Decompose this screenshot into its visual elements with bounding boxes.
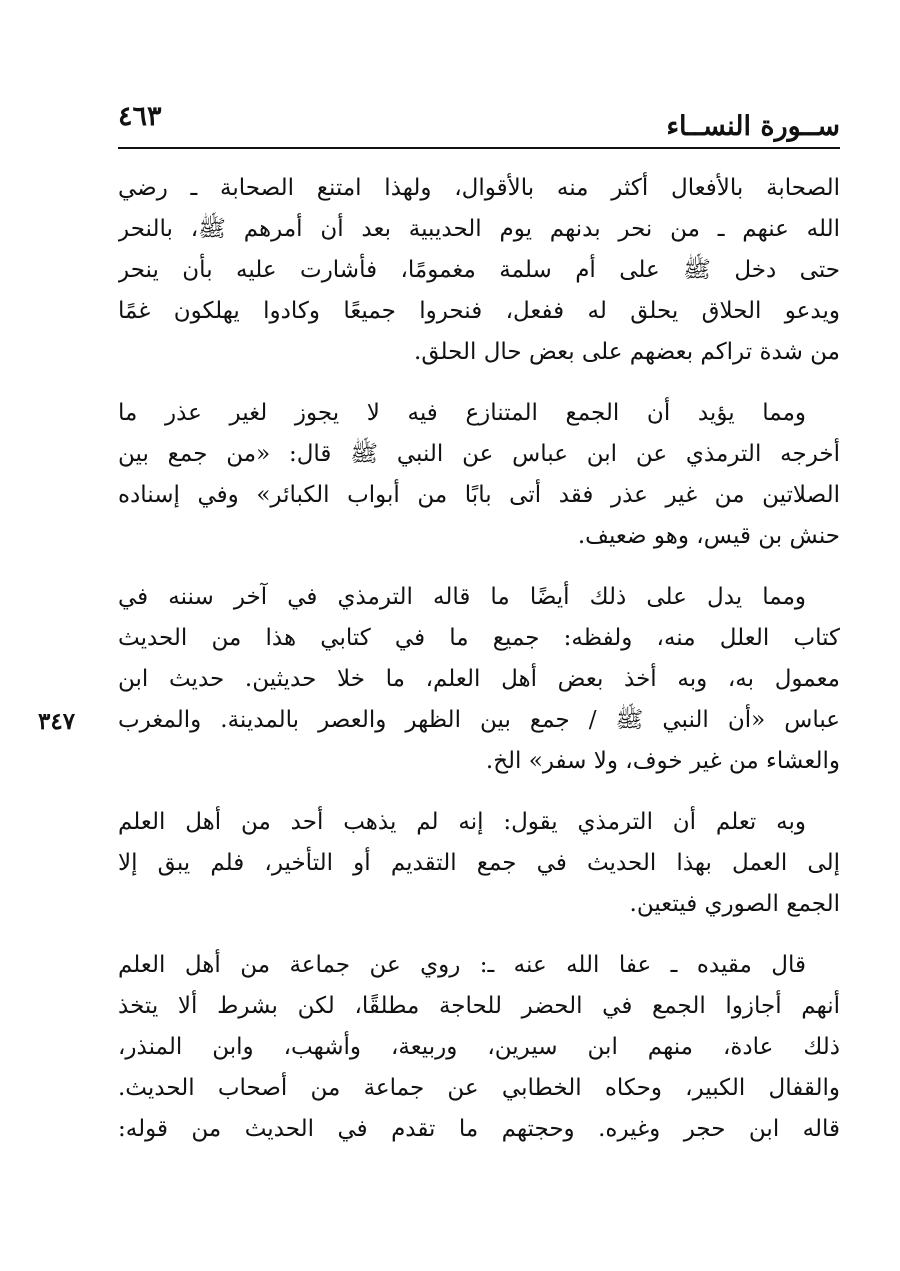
text-line: الله عنهم ـ من نحر بدنهم يوم الحديبية بعد أن أمرهم ﷺ، بالنحر (118, 216, 840, 242)
text-line: الجمع الصوري فيتعين. (629, 891, 840, 917)
text-line: قال مقيده ـ عفا الله عنه ـ: روي عن جماعة من أهل العلم (118, 952, 806, 978)
text-line: الصلاتين من غير عذر فقد أتى بابًا من أبواب الكبائر» وفي إسناده (118, 482, 840, 508)
paragraph-4 (118, 802, 840, 925)
text-line: ذلك عادة، منهم ابن سيرين، وربيعة، وأشهب، وابن المنذر، (118, 1034, 840, 1060)
text-line: كتاب العلل منه، ولفظه: جميع ما في كتابي هذا من الحديث (118, 625, 840, 651)
surah-title: ســورة النســاء (666, 111, 840, 142)
body-text (118, 168, 840, 1170)
text-line: ومما يؤيد أن الجمع المتنازع فيه لا يجوز لغير عذر ما (118, 400, 806, 426)
text-line: أنهم أجازوا الجمع في الحضر للحاجة مطلقًا، لكن بشرط ألا يتخذ (118, 993, 840, 1019)
text-line: والقفال الكبير، وحكاه الخطابي عن جماعة من أصحاب الحديث. (118, 1075, 840, 1101)
text-line: ويدعو الحلاق يحلق له ففعل، فنحروا جميعًا وكادوا يهلكون غمًا (118, 298, 840, 324)
text-line: عباس «أن النبي ﷺ / جمع بين الظهر والعصر بالمدينة. والمغرب (118, 707, 840, 733)
text-line: حتى دخل ﷺ على أم سلمة مغمومًا، فأشارت عليه بأن ينحر (118, 257, 840, 283)
page-number: ٤٦٣ (118, 101, 162, 132)
text-line: حنش بن قيس، وهو ضعيف. (577, 523, 840, 549)
text-line: أخرجه الترمذي عن ابن عباس عن النبي ﷺ قال: «من جمع بين (118, 441, 840, 467)
paragraph-2 (118, 393, 840, 557)
text-line: والعشاء من غير خوف، ولا سفر» الخ. (485, 748, 840, 774)
text-line: ومما يدل على ذلك أيضًا ما قاله الترمذي في آخر سننه في (118, 584, 806, 610)
text-line: قاله ابن حجر وغيره. وحجتهم ما تقدم في الحديث من قوله: (118, 1116, 840, 1142)
header-divider (118, 147, 840, 149)
paragraph-5 (118, 945, 840, 1150)
page-header (118, 100, 840, 146)
text-line: وبه تعلم أن الترمذي يقول: إنه لم يذهب أحد من أهل العلم (118, 809, 806, 835)
paragraph-1 (118, 168, 840, 373)
text-line: من شدة تراكم بعضهم على بعض حال الحلق. (414, 339, 840, 365)
margin-reference-number: ٣٤٧ (38, 708, 76, 735)
paragraph-3 (118, 577, 840, 782)
text-line: الصحابة بالأفعال أكثر منه بالأقوال، ولهذا امتنع الصحابة ـ رضي (118, 175, 840, 201)
text-line: معمول به، وبه أخذ بعض أهل العلم، ما خلا حديثين. حديث ابن (118, 666, 840, 692)
text-line: إلى العمل بهذا الحديث في جمع التقديم أو التأخير، فلم يبق إلا (118, 850, 840, 876)
